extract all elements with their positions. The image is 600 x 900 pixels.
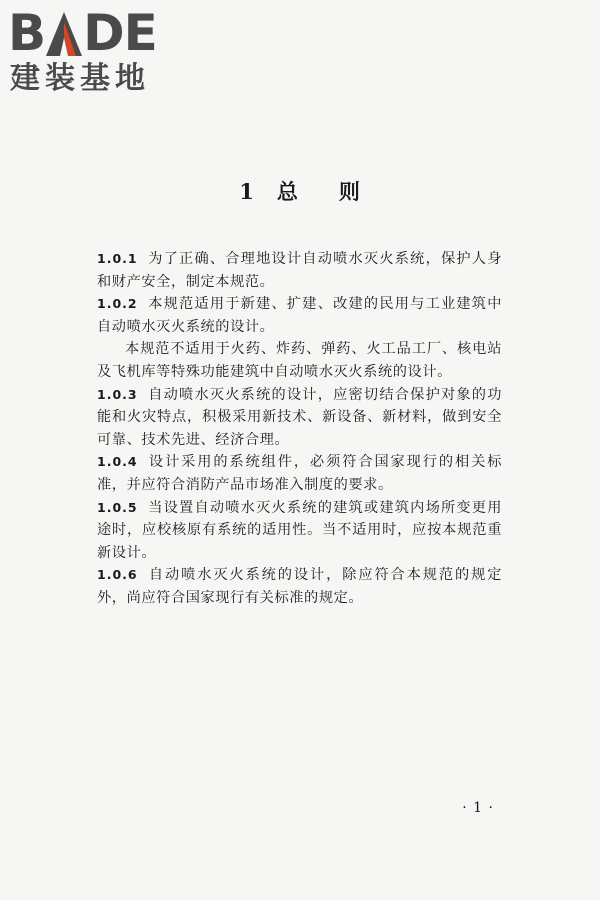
clause-number: 1.0.2 [97,296,138,312]
logo-letter-b: B [8,4,46,62]
clause-paragraph [97,384,502,452]
clause-text: 本规范适用于新建、扩建、改建的民用与工业建筑中自动喷水灭火系统的设计。 [97,296,502,335]
chapter-body [97,248,502,610]
clause-number: 1.0.4 [97,454,138,470]
clause-text: 自动喷水灭火系统的设计，应密切结合保护对象的功能和火灾特点，积极采用新技术、新设备、新材料，做到安全可靠、技术先进、经济合理。 [97,386,502,448]
clause-number: 1.0.3 [97,386,138,402]
clause-text: 本规范不适用于火药、炸药、弹药、火工品工厂、核电站及飞机库等特殊功能建筑中自动喷水灭火系统的设计。 [97,341,502,380]
chapter-title [0,176,600,206]
clause-paragraph [97,497,502,565]
bade-logo [8,6,183,98]
clause-text: 设计采用的系统组件，必须符合国家现行的相关标准，并应符合消防产品市场准入制度的要求。 [97,454,502,493]
logo-wordmark [8,4,157,62]
clause-paragraph [97,293,502,338]
logo-chinese-subtitle: 建装基地 [10,61,150,96]
clause-number: 1.0.6 [97,567,138,583]
logo-triangle-a-icon [46,12,82,56]
chapter-title-char-2: 则 [338,179,361,204]
clause-paragraph [97,248,502,293]
chapter-title-char-1: 总 [276,179,299,204]
clause-text: 当设置自动喷水灭火系统的建筑或建筑内场所变更用途时，应校核原有系统的适用性。当不适用时，应按本规范重新设计。 [97,499,502,561]
clause-text: 自动喷水灭火系统的设计，除应符合本规范的规定外，尚应符合国家现行有关标准的规定。 [97,567,502,606]
clause-number: 1.0.5 [97,499,138,515]
clause-text: 为了正确、合理地设计自动喷水灭火系统，保护人身和财产安全，制定本规范。 [97,251,502,290]
page-number: · 1 · [462,800,494,816]
chapter-number: 1 [239,179,255,204]
clause-continuation-paragraph [97,338,502,383]
clause-paragraph [97,564,502,609]
clause-number: 1.0.1 [97,251,138,266]
logo-letters-de: DE [83,4,157,62]
clause-paragraph [97,451,502,496]
